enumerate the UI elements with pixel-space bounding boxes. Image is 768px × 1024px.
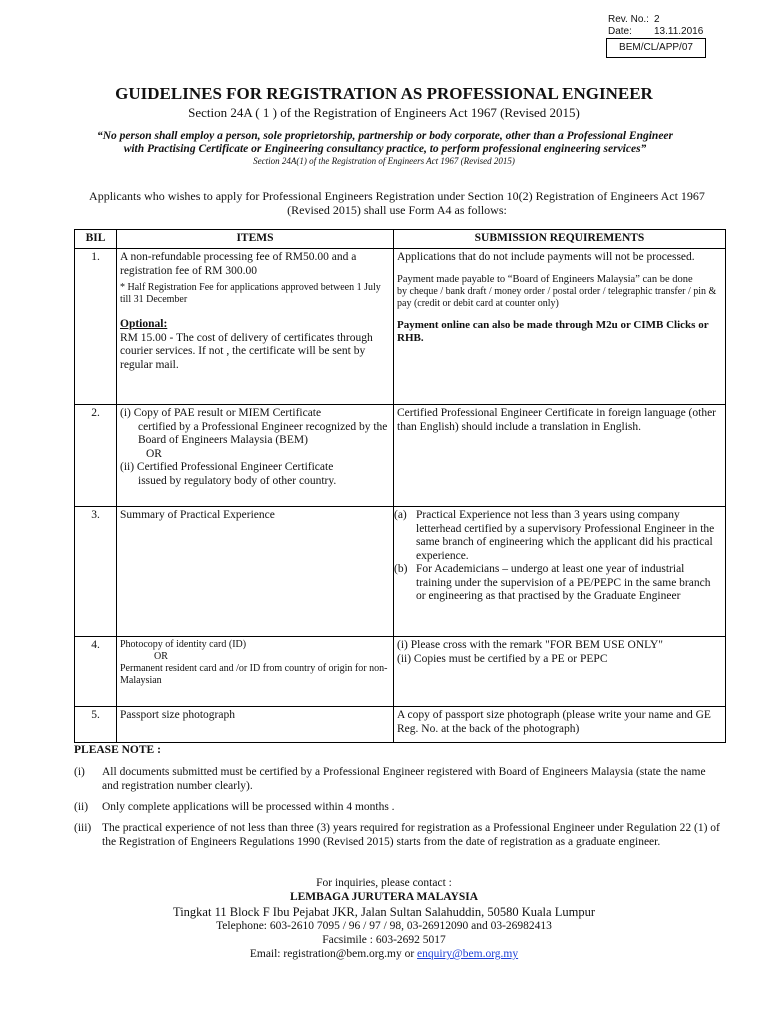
address-line: Tingkat 11 Block F Ibu Pejabat JKR, Jalan Sultan Salahuddin, 50580 Kuala Lumpur bbox=[173, 905, 595, 919]
note-2 bbox=[74, 800, 724, 814]
or-text: OR bbox=[146, 447, 162, 460]
row-number: 5. bbox=[75, 707, 117, 743]
req-a-text: Practical Experience not less than 3 years using company letterhead certified by a supervisory Professional Engineer in the same branch of engineering which the applicant did his practical experience. bbox=[416, 509, 715, 562]
email-prefix: Email: registration@bem.org.my or bbox=[249, 948, 418, 960]
pae-copy-cont: certified by a Professional Engineer recognized by the Board of Engineers Malaysia (BEM) bbox=[138, 420, 388, 446]
row-number: 3. bbox=[75, 507, 117, 637]
row-item: Summary of Practical Experience bbox=[117, 507, 394, 637]
table-row bbox=[75, 507, 726, 637]
pae-copy-text: (i) Copy of PAE result or MIEM Certificate bbox=[120, 407, 322, 419]
row-requirement: Certified Professional Engineer Certificate in foreign language (other than English) should include a translation in English. bbox=[394, 405, 726, 507]
email-line bbox=[0, 948, 768, 960]
table-row bbox=[75, 707, 726, 743]
act-quote: “No person shall employ a person, sole proprietorship, partnership or body corporate, other than a Professional Engineer with Practising Certificate or Engineering consultancy practice, to perform professional engineering services” bbox=[96, 130, 674, 155]
header-items: ITEMS bbox=[117, 230, 394, 249]
note-3-text: The practical experience of not less than three (3) years required for registration as a Professional Engineer under Regulation 22 (1) of the Registration of Engineers Regulations 1990 (Revised 2015) starts from the date of registration as a graduate engineer. bbox=[102, 822, 720, 848]
header-requirements: SUBMISSION REQUIREMENTS bbox=[394, 230, 726, 249]
half-fee-note: * Half Registration Fee for applications approved between 1 July till 31 December bbox=[120, 282, 381, 305]
telephone-line: Telephone: 603-2610 7095 / 96 / 97 / 98, 03-26912090 and 03-26982413 bbox=[216, 920, 552, 932]
inquiries-line: For inquiries, please contact : bbox=[316, 877, 452, 889]
payment-required-text: Applications that do not include payments will not be processed. bbox=[397, 251, 695, 263]
rev-value: 2 bbox=[654, 14, 660, 25]
cross-remark-text: (i) Please cross with the remark "FOR BEM USE ONLY" bbox=[397, 639, 663, 651]
row-requirement: A copy of passport size photograph (please write your name and GE Reg. No. at the back of the photograph) bbox=[394, 707, 726, 743]
id-card-text: Photocopy of identity card (ID) bbox=[120, 639, 247, 650]
note-2-label: (ii) bbox=[74, 801, 89, 813]
document-code: BEM/CL/APP/07 bbox=[606, 38, 706, 58]
date-value: 13.11.2016 bbox=[654, 26, 704, 37]
note-1-label: (i) bbox=[74, 766, 85, 778]
quote-source: Section 24A(1) of the Registration of Engineers Act 1967 (Revised 2015) bbox=[253, 156, 515, 166]
table-header-row bbox=[75, 230, 726, 249]
payee-text: Payment made payable to “Board of Engineers Malaysia” can be done bbox=[397, 273, 693, 285]
online-payment-text: Payment online can also be made through M2u or CIMB Clicks or RHB. bbox=[397, 318, 709, 344]
req-b-text: For Academicians – undergo at least one year of industrial training under the supervision of a PE/PEPC in the same branch or engineering as that practised by the Graduate Engineer bbox=[416, 563, 711, 602]
row-item bbox=[117, 637, 394, 707]
date-label: Date: bbox=[608, 26, 632, 37]
document-subtitle: Section 24A ( 1 ) of the Registration of Engineers Act 1967 (Revised 2015) bbox=[188, 105, 580, 120]
intro-paragraph: Applicants who wishes to apply for Professional Engineers Registration under Section 10(2) Registration of Engineers Act 1967 (Revised 2015) shall use Form A4 as follows: bbox=[89, 189, 705, 217]
foreign-cert-cont: issued by regulatory body of other country. bbox=[138, 474, 337, 487]
row-requirement bbox=[394, 249, 726, 405]
note-2-text: Only complete applications will be processed within 4 months . bbox=[102, 801, 395, 813]
fax-line: Facsimile : 603-2692 5017 bbox=[322, 934, 446, 946]
req-b-label: (b) bbox=[394, 563, 408, 575]
note-3 bbox=[74, 821, 724, 849]
foreign-cert-text: (ii) Certified Professional Engineer Certificate bbox=[120, 461, 334, 473]
row-item: Passport size photograph bbox=[117, 707, 394, 743]
fee-text: A non-refundable processing fee of RM50.00 and a registration fee of RM 300.00 bbox=[120, 251, 357, 277]
optional-label: Optional: bbox=[120, 318, 168, 330]
enquiry-email-link[interactable]: enquiry@bem.org.my bbox=[417, 948, 519, 960]
or-text: OR bbox=[154, 651, 168, 662]
note-3-label: (iii) bbox=[74, 822, 92, 834]
organization-name: LEMBAGA JURUTERA MALAYSIA bbox=[289, 891, 479, 903]
revision-info bbox=[608, 14, 703, 38]
row-number: 4. bbox=[75, 637, 117, 707]
payment-methods-text: by cheque / bank draft / money order / postal order / telegraphic transfer / pin & pay (credit or debit card at counter only) bbox=[397, 285, 717, 309]
row-item bbox=[117, 405, 394, 507]
document-title: GUIDELINES FOR REGISTRATION AS PROFESSIONAL ENGINEER bbox=[115, 84, 653, 103]
notes-heading: PLEASE NOTE : bbox=[74, 744, 161, 756]
table-row bbox=[75, 637, 726, 707]
table-row bbox=[75, 405, 726, 507]
req-a-label: (a) bbox=[394, 509, 407, 521]
certified-copies-text: (ii) Copies must be certified by a PE or PEPC bbox=[397, 652, 608, 665]
row-number: 2. bbox=[75, 405, 117, 507]
row-requirement bbox=[394, 507, 726, 637]
row-number: 1. bbox=[75, 249, 117, 405]
header-bil: BIL bbox=[75, 230, 117, 249]
optional-text: RM 15.00 - The cost of delivery of certificates through courier services. If not , the certificate will be sent by regular mail. bbox=[120, 331, 373, 371]
table-row bbox=[75, 249, 726, 405]
row-item bbox=[117, 249, 394, 405]
row-requirement bbox=[394, 637, 726, 707]
rev-label: Rev. No.: bbox=[608, 14, 649, 25]
note-1-text: All documents submitted must be certified by a Professional Engineer registered with Board of Engineers Malaysia (state the name and registration number clearly). bbox=[102, 766, 706, 792]
requirements-table bbox=[74, 229, 726, 743]
note-1 bbox=[74, 765, 724, 793]
resident-card-text: Permanent resident card and /or ID from country of origin for non-Malaysian bbox=[120, 663, 388, 686]
